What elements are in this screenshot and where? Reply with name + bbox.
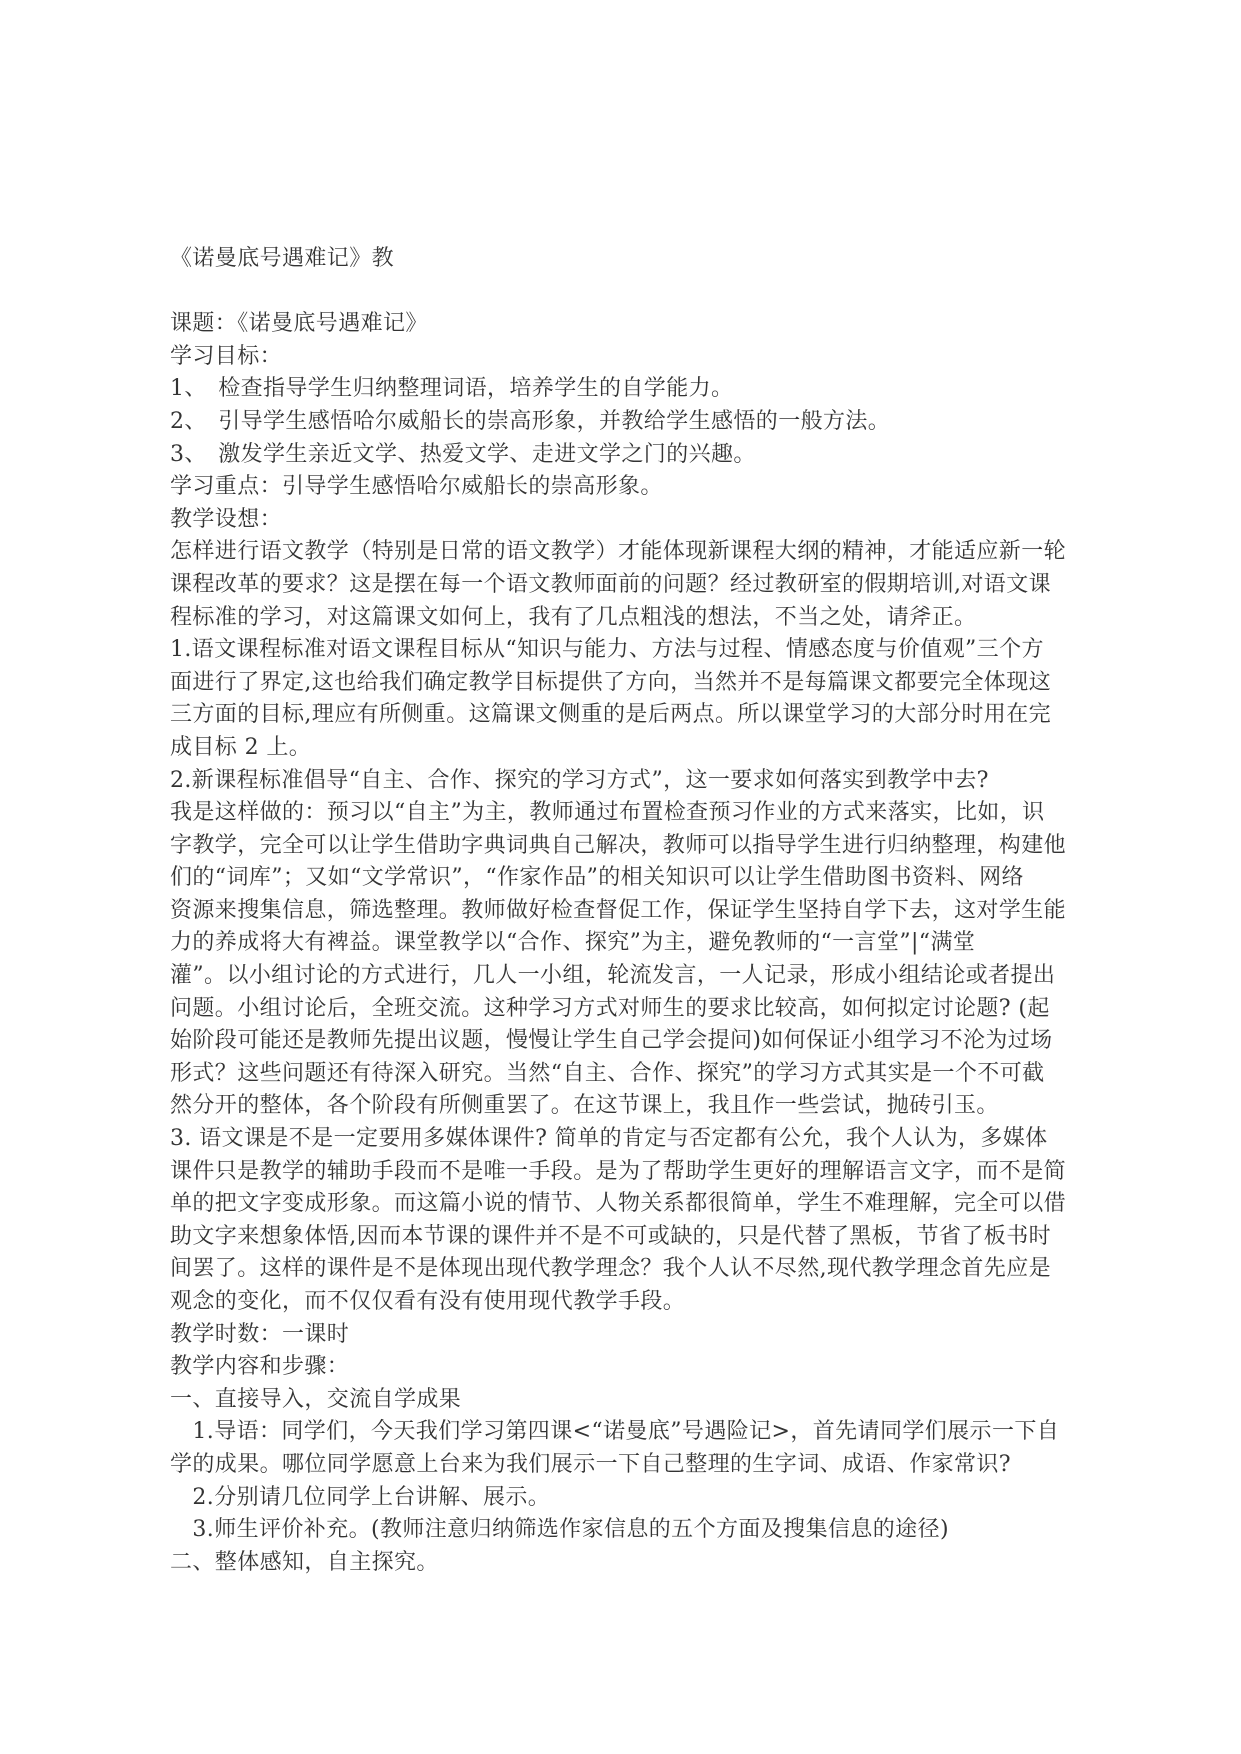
text-line: 间罢了。这样的课件是不是体现出现代教学理念？我个人认不尽然,现代教学理念首先应是: [170, 1256, 1051, 1282]
text-line: 三方面的目标,理应有所侧重。这篇课文侧重的是后两点。所以课堂学习的大部分时用在完: [170, 702, 1051, 728]
text-line: 3.师生评价补充。(教师注意归纳筛选作家信息的五个方面及搜集信息的途径): [170, 1517, 949, 1543]
text-line: 单的把文字变成形象。而这篇小说的情节、人物关系都很简单，学生不难理解，完全可以借: [170, 1191, 1067, 1217]
text-line: 二、整体感知，自主探究。: [170, 1549, 439, 1575]
text-line: 形式？这些问题还有待深入研究。当然“自主、合作、探究”的学习方式其实是一个不可截: [170, 1060, 1045, 1086]
text-line: 教学设想：: [170, 506, 283, 532]
text-line: 3. 语文课是不是一定要用多媒体课件? 简单的肯定与否定都有公允，我个人认为，多媒体: [170, 1126, 1048, 1152]
text-line: 课题：《诺曼底号遇难记》: [170, 311, 428, 337]
text-line: 成目标 2 上。: [170, 734, 312, 760]
text-line: 始阶段可能还是教师先提出议题，慢慢让学生自己学会提问)如何保证小组学习不沦为过场: [170, 1028, 1053, 1054]
text-line: 课件只是教学的辅助手段而不是唯一手段。是为了帮助学生更好的理解语言文字，而不是简: [170, 1158, 1067, 1184]
text-line: 学习重点：引导学生感悟哈尔威船长的崇高形象。: [170, 474, 663, 500]
text-line: 学习目标：: [170, 343, 283, 369]
text-line: 2、 引导学生感悟哈尔威船长的崇高形象，并教给学生感悟的一般方法。: [170, 408, 891, 434]
text-line: 观念的变化，而不仅仅看有没有使用现代教学手段。: [170, 1289, 686, 1314]
text-line: 2.新课程标准倡导“自主、合作、探究的学习方式”，这一要求如何落实到教学中去?: [170, 767, 989, 793]
document-text-block: [170, 243, 1088, 1579]
text-line: 程标准的学习，对这篇课文如何上，我有了几点粗浅的想法，不当之处，请斧正。: [170, 604, 977, 630]
text-line: 力的养成将大有裨益。课堂教学以“合作、探究”为主，避免教师的“一言堂”|“满堂: [170, 930, 976, 956]
text-line: 字教学，完全可以让学生借助字典词典自己解决，教师可以指导学生进行归纳整理，构建他: [170, 832, 1067, 858]
text-line: 然分开的整体，各个阶段有所侧重罢了。在这节课上，我且作一些尝试，抛砖引玉。: [170, 1093, 999, 1119]
text-line: 教学内容和步骤：: [170, 1354, 350, 1380]
text-line: 1、 检查指导学生归纳整理词语，培养学生的自学能力。: [170, 376, 734, 402]
text-line: 2.分别请几位同学上台讲解、展示。: [170, 1484, 551, 1510]
text-line: 面进行了界定,这也给我们确定教学目标提供了方向，当然并不是每篇课文都要完全体现这: [170, 669, 1051, 695]
blank-line: [170, 276, 1088, 309]
text-line: 们的“词库”；又如“文学常识”，“作家作品”的相关知识可以让学生借助图书资料、网络: [170, 865, 1024, 891]
text-line: 1.语文课程标准对语文课程目标从“知识与能力、方法与过程、情感态度与价值观”三个方: [170, 637, 1044, 663]
text-line: 3、 激发学生亲近文学、热爱文学、走进文学之门的兴趣。: [170, 441, 756, 467]
text-line: 助文字来想象体悟,因而本节课的课件并不是不可或缺的，只是代替了黑板，节省了板书时: [170, 1223, 1051, 1249]
text-line: 资源来搜集信息，筛选整理。教师做好检查督促工作，保证学生坚持自学下去，这对学生能: [170, 897, 1067, 923]
text-line: 1.导语：同学们，今天我们学习第四课<“诺曼底”号遇险记>，首先请同学们展示一下自: [170, 1419, 1060, 1445]
text-line: 灌”。以小组讨论的方式进行，几人一小组，轮流发言，一人记录，形成小组结论或者提出: [170, 963, 1056, 989]
text-line: 教学时数：一课时: [170, 1321, 350, 1347]
text-line: 课程改革的要求？这是摆在每一个语文教师面前的问题？经过教研室的假期培训,对语文课: [170, 571, 1051, 597]
document-title: 《诺曼底号遇难记》教: [170, 246, 395, 271]
text-line: 学的成果。哪位同学愿意上台来为我们展示一下自己整理的生字词、成语、作家常识?: [170, 1451, 1011, 1477]
text-line: 我是这样做的：预习以“自主”为主，教师通过布置检查预习作业的方式来落实，比如，识: [170, 800, 1045, 826]
text-line: 问题。小组讨论后，全班交流。这种学习方式对师生的要求比较高，如何拟定讨论题? (起: [170, 995, 1050, 1021]
text-line: 一、直接导入，交流自学成果: [170, 1386, 462, 1412]
text-line: 怎样进行语文教学（特别是日常的语文教学）才能体现新课程大纲的精神，才能适应新一轮: [170, 539, 1067, 565]
